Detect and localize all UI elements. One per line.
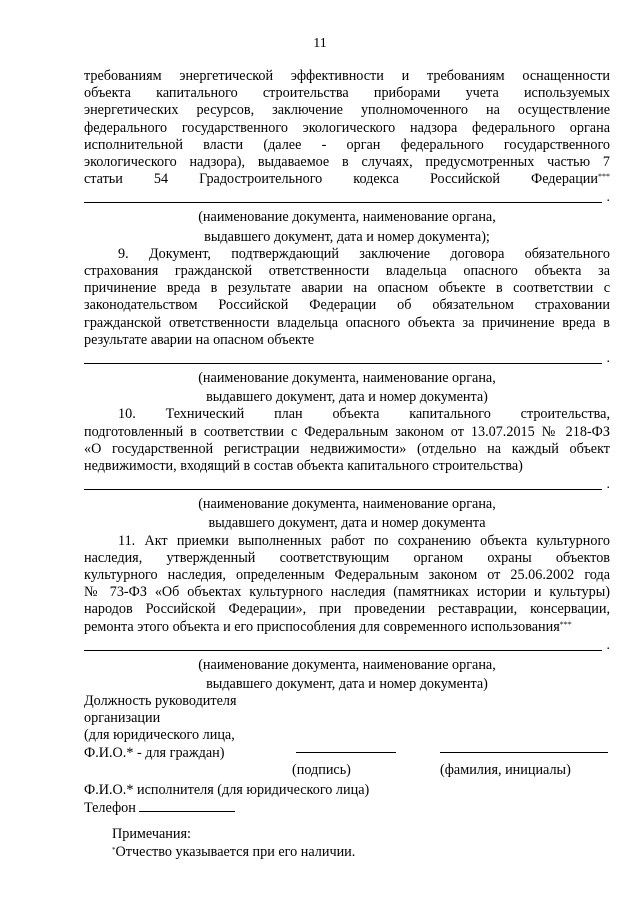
document-body bbox=[84, 68, 610, 693]
caption-line: выдавшего документ, дата и номер документа); bbox=[204, 228, 490, 245]
text-line: недвижимости, входящий в состав объекта капитального строительства) bbox=[84, 458, 523, 475]
paragraph-9 bbox=[84, 246, 610, 407]
footnote-marker: *** bbox=[598, 172, 610, 182]
text-line: исполнительной власти (далее - орган федерального государственного bbox=[84, 136, 610, 153]
text-line-last bbox=[84, 619, 610, 636]
text-line: результате аварии на опасном объекте bbox=[84, 331, 315, 348]
footnote bbox=[112, 843, 355, 861]
footnote-marker: * bbox=[112, 846, 116, 854]
text-line: № 73-ФЗ «Об объектах культурного наследия (памятниках истории и культуры) bbox=[84, 584, 610, 601]
page-number: 11 bbox=[313, 36, 327, 51]
paragraph-8 bbox=[84, 68, 610, 246]
text-line: федерального государственного экологического надзора федерального органа bbox=[84, 119, 610, 136]
phone-field[interactable] bbox=[139, 799, 235, 812]
text-line: 9. Документ, подтверждающий заключение договора обязательного bbox=[118, 245, 610, 262]
signature-caption: (подпись) bbox=[292, 761, 351, 778]
name-line[interactable] bbox=[440, 752, 608, 753]
text-line: объекта капитального строительства приборами учета используемых bbox=[84, 85, 610, 102]
signature-block bbox=[84, 693, 610, 817]
caption-line: (наименование документа, наименование органа, bbox=[198, 370, 496, 387]
caption-line: выдавшего документ, дата и номер документа bbox=[208, 515, 486, 532]
fill-in-line: . bbox=[84, 190, 610, 207]
position-label: организации bbox=[84, 710, 161, 727]
signature-captions bbox=[84, 762, 610, 782]
text-line: «О государственной регистрации недвижимости» (отдельно на каждый объект bbox=[84, 440, 610, 457]
text-line-content: ремонта этого объекта и его приспособления для современного использования bbox=[84, 618, 560, 635]
text-line-last bbox=[84, 171, 610, 188]
text-line: требованиям энергетической эффективности и требованиям оснащенности bbox=[84, 68, 610, 84]
paragraph-10 bbox=[84, 406, 610, 532]
text-line: народов Российской Федерации», при проведении реставрации, консервации, bbox=[84, 601, 610, 618]
position-label: (для юридического лица, bbox=[84, 727, 235, 744]
fill-in-line: . bbox=[84, 477, 610, 494]
notes-title: Примечания: bbox=[112, 826, 191, 842]
fill-in-line: . bbox=[84, 351, 610, 368]
text-line: энергетических ресурсов, заключение уполномоченного на осуществление bbox=[84, 102, 610, 119]
footnote-marker: *** bbox=[559, 619, 572, 629]
position-label: Должность руководителя bbox=[84, 693, 237, 709]
text-line: культурного наследия, определенным Федеральным законом от 25.06.2002 года bbox=[84, 567, 610, 584]
executor-label: Ф.И.О.* исполнителя (для юридического лица) bbox=[84, 781, 370, 798]
text-line: наследия, утвержденный соответствующим органом охраны объектов bbox=[84, 549, 610, 566]
paragraph-11 bbox=[84, 533, 610, 694]
caption-line: выдавшего документ, дата и номер документа) bbox=[206, 389, 488, 406]
text-line: подготовленный в соответствии с Федеральным законом от 13.07.2015 № 218-ФЗ bbox=[84, 423, 610, 440]
phone-row bbox=[84, 799, 610, 817]
caption-line: выдавшего документ, дата и номер документа) bbox=[206, 676, 488, 693]
footnote-text: Отчество указывается при его наличии. bbox=[115, 844, 356, 860]
text-line: страхования гражданской ответственности владельца опасного объекта за bbox=[84, 263, 610, 280]
notes-block bbox=[112, 825, 355, 861]
caption-line: (наименование документа, наименование органа, bbox=[198, 209, 496, 226]
text-line: экологического надзора), выдаваемое в случаях, предусмотренных частью 7 bbox=[84, 154, 610, 171]
text-line: 11. Акт приемки выполненных работ по сохранению объекта культурного bbox=[118, 532, 610, 549]
fill-in-line: . bbox=[84, 638, 610, 655]
caption-line: (наименование документа, наименование органа, bbox=[198, 496, 496, 513]
text-line-content: статьи 54 Градостроительного кодекса Российской Федерации bbox=[84, 171, 598, 188]
text-line: 10. Технический план объекта капитального строительства, bbox=[118, 406, 610, 423]
position-label: Ф.И.О.* - для граждан) bbox=[84, 744, 225, 761]
name-caption: (фамилия, инициалы) bbox=[440, 761, 571, 778]
text-line: законодательством Российской Федерации об обязательном страховании bbox=[84, 297, 610, 314]
signature-line[interactable] bbox=[296, 752, 396, 753]
phone-label: Телефон bbox=[84, 800, 136, 817]
text-line: причинение вреда в результате аварии на опасном объекте в соответствии с bbox=[84, 280, 610, 297]
caption-line: (наименование документа, наименование органа, bbox=[198, 656, 496, 673]
text-line: гражданской ответственности владельца опасного объекта за причинение вреда в bbox=[84, 314, 610, 331]
